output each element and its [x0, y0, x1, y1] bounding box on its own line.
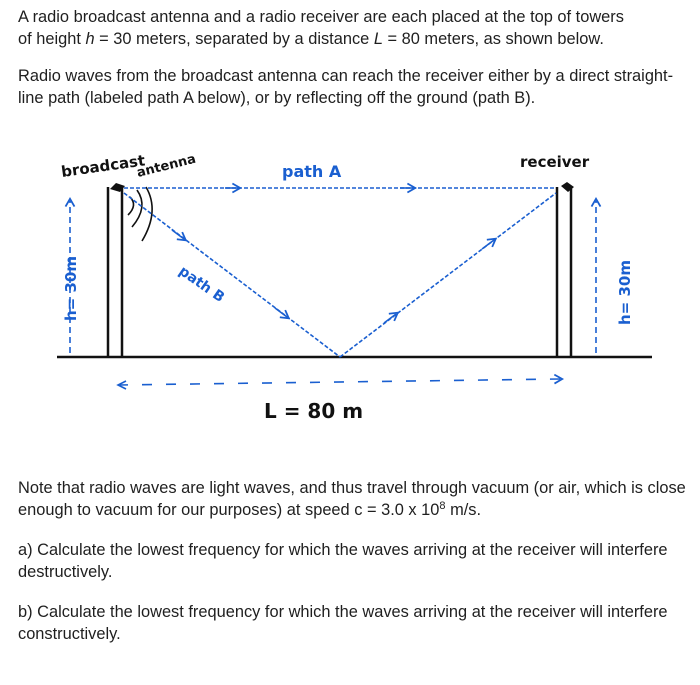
paths-paragraph: Radio waves from the broadcast antenna can reach the receiver either by a direct straight-line path (labeled path A below), or by reflecting off the ground (path B). [18, 67, 674, 107]
h-symbol: h [85, 30, 95, 48]
broadcast-label: broadcast [60, 151, 147, 181]
question-a: a) Calculate the lowest frequency for which the waves arriving at the receiver will interfere destructively. [18, 541, 668, 581]
note-paragraph [18, 477, 688, 521]
left-height-label: h= 30m [62, 256, 80, 321]
intro-line-1: A radio broadcast antenna and a radio receiver are each placed at the top of towers [18, 8, 624, 26]
intro-line-2-mid: = 30 meters, separated by a distance [94, 30, 374, 48]
distance-label: L = 80 m [264, 399, 364, 423]
antenna-label: antenna [135, 151, 198, 181]
antenna-waves-icon [128, 187, 152, 241]
right-height-label: h= 30m [616, 260, 634, 325]
path-a-label: path A [282, 162, 342, 181]
right-tower [557, 187, 571, 357]
note-suffix: m/s. [445, 501, 482, 519]
exponent: 8 [439, 500, 446, 512]
L-symbol: L [373, 30, 383, 48]
note-text: Note that radio waves are light waves, and thus travel through vacuum (or air, which is close enough to vacuum for our purposes) at speed c = 3.0 x 10 [18, 479, 686, 519]
receiver-label: receiver [520, 153, 590, 171]
intro-line-2-prefix: of height [18, 30, 86, 48]
path-b-label: path B [175, 263, 228, 306]
intro-paragraph [18, 6, 688, 50]
left-height-marker [62, 201, 80, 353]
tower-diagram [0, 135, 700, 435]
right-height-marker [596, 201, 634, 353]
distance-marker [118, 379, 560, 389]
left-tower [108, 187, 122, 357]
intro-line-2-suffix: = 80 meters, as shown below. [382, 30, 604, 48]
question-b: b) Calculate the lowest frequency for which the waves arriving at the receiver will interfere constructively. [18, 603, 668, 643]
